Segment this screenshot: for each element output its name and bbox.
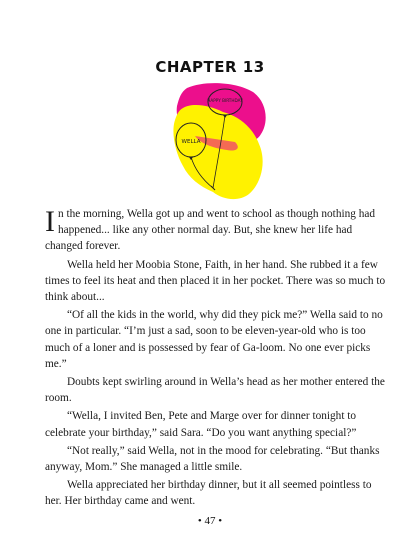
paragraph-3: “Of all the kids in the world, why did they pick me?” Wella said to no one in particular. “I’m just a sad, soon to be eleven-year-old who is too much of a loner and is possessed by fear of Ga-loom. No one ever picks me.” (45, 309, 383, 370)
paragraph-7: Wella appreciated her birthday dinner, but it all seemed pointless to her. Her birthday came and went. (45, 479, 372, 508)
paragraph-1 (45, 206, 390, 255)
page-number: • 47 • (197, 515, 223, 527)
top-balloon-text: HAPPY BIRTHDAY (207, 98, 243, 103)
balloon-illustration (165, 82, 275, 207)
paragraph-2: Wella held her Moobia Stone, Faith, in her hand. She rubbed it a few times to feel its heat and then placed it in her pocket. There was so much to think about... (45, 258, 386, 304)
paragraph-4: Doubts kept swirling around in Wella’s head as her mother entered the room. (45, 376, 385, 405)
paragraph-5: “Wella, I invited Ben, Pete and Marge over for dinner tonight to celebrate your birthday,” said Sara. “Do you want anything special?” (45, 410, 357, 439)
chapter-body (45, 206, 390, 512)
drop-cap: I (45, 205, 55, 238)
chapter-title: CHAPTER 13 (155, 58, 265, 76)
bottom-balloon-text: WELLA (181, 139, 201, 145)
paragraph-1-text: n the morning, Wella got up and went to school as though nothing had happened... like any other normal day. But, she knew her life had changed forever. (45, 208, 376, 253)
paragraph-6: “Not really,” said Wella, not in the mood for celebrating. “But thanks anyway, Mom.” She managed a little smile. (45, 444, 380, 474)
